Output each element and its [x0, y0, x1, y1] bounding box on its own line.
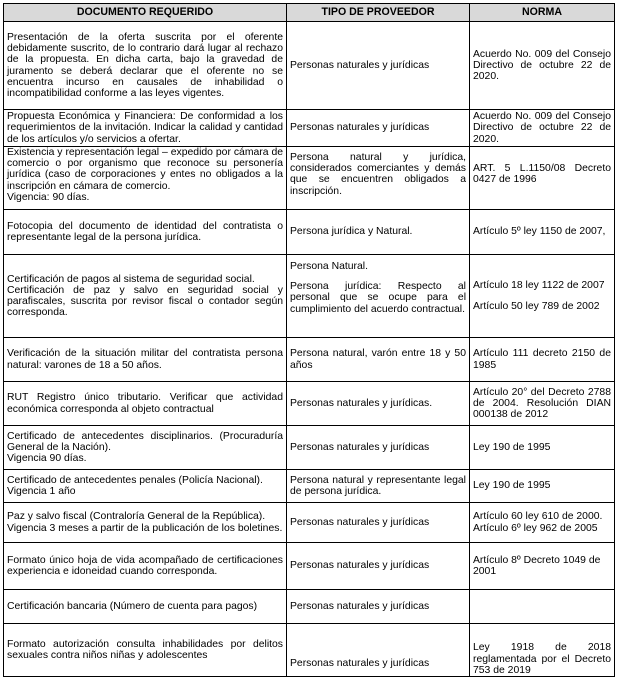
tipo-text-2: Persona jurídica: Respecto al personal que se ocupe para el cumplimiento del acuerdo contractual.: [290, 281, 466, 315]
tipo-cell: [287, 255, 470, 338]
norma-cell: Ley 1918 de 2018 reglamentada por el Decreto 753 de 2019: [470, 624, 615, 677]
documento-text: Certificado de antecedentes disciplinarios. (Procuraduría General de la Nación).: [7, 430, 283, 453]
norma-cell: [470, 255, 615, 338]
documento-cell: Fotocopia del documento de identidad del contratista o representante legal de la persona jurídica.: [4, 210, 287, 255]
table-row: [4, 470, 615, 503]
documento-cell: Formato único hoja de vida acompañado de certificaciones experiencia e idoneidad cuando corresponda.: [4, 543, 287, 590]
tipo-cell: Persona jurídica y Natural.: [287, 210, 470, 255]
documento-text: Certificado de antecedentes penales (Policía Nacional).: [7, 474, 263, 486]
norma-cell: [470, 503, 615, 543]
documento-cell: [4, 426, 287, 470]
table-header-row: [4, 4, 615, 22]
norma-text-2: Artículo 50 ley 789 de 2002: [473, 301, 600, 312]
documento-cell: Propuesta Económica y Financiera: De conformidad a los requerimientos de la invitación. Indicar la calidad y cantidad de los artículos y/o servicios a ofertar.: [4, 110, 287, 147]
tipo-cell: Personas naturales y jurídicas: [287, 426, 470, 470]
norma-cell: Ley 190 de 1995: [470, 470, 615, 503]
tipo-cell: Persona natural y jurídica, considerados comerciantes y demás que se encuentren obligados a inscripción.: [287, 147, 470, 210]
table-row: [4, 338, 615, 382]
norma-cell: Artículo 5º ley 1150 de 2007,: [470, 210, 615, 255]
documento-cell: Presentación de la oferta suscrita por el oferente debidamente suscrito, de lo contrario dará lugar al rechazo de la propuesta. En dicha carta, bajo la gravedad de juramento se deberá declarar que el oferente no se encuentra incurso en causales de inhabilidad o incompatibilidad conforme a las leyes vigentes.: [4, 22, 287, 110]
table-row: [4, 503, 615, 543]
norma-cell: [470, 590, 615, 624]
table-row: [4, 22, 615, 110]
requirements-table: [3, 3, 615, 677]
documento-cell: Verificación de la situación militar del contratista persona natural: varones de 18 a 50 años.: [4, 338, 287, 382]
header-norma: NORMA: [470, 4, 615, 22]
norma-text: Artículo 60 ley 610 de 2000.: [473, 511, 603, 523]
norma-cell: Ley 190 de 1995: [470, 426, 615, 470]
vigencia-text: Vigencia 3 meses a partir de la publicación de los boletines.: [7, 522, 283, 534]
tipo-cell: Personas naturales y jurídicas: [287, 624, 470, 677]
documento-text: Existencia y representación legal – expedido por cámara de comercio o por organismo que reconoce su personería jurídica (caso de corporaciones y entes no obligados a la inscripción en cámara de comercio.: [7, 147, 283, 192]
vigencia-text: Vigencia: 90 días.: [7, 191, 90, 203]
documento-text: Certificación de pagos al sistema de seguridad social.: [7, 273, 255, 285]
documento-cell: Formato autorización consulta inhabilidades por delitos sexuales contra niños niñas y adolescentes: [4, 624, 287, 677]
table-row: [4, 210, 615, 255]
documento-cell: [4, 503, 287, 543]
norma-cell: Acuerdo No. 009 del Consejo Directivo de octubre 22 de 2020.: [470, 22, 615, 110]
table-row: [4, 426, 615, 470]
tipo-cell: Personas naturales y jurídicas.: [287, 382, 470, 426]
tipo-cell: Personas naturales y jurídicas: [287, 503, 470, 543]
header-documento: DOCUMENTO REQUERIDO: [4, 4, 287, 22]
tipo-cell: Persona natural y representante legal de persona jurídica.: [287, 470, 470, 503]
tipo-cell: Persona natural, varón entre 18 y 50 años: [287, 338, 470, 382]
table-row: [4, 624, 615, 677]
tipo-cell: Personas naturales y jurídicas: [287, 543, 470, 590]
norma-cell: Artículo 8º Decreto 1049 de 2001: [470, 543, 615, 590]
table-row: [4, 255, 615, 338]
documento-cell: [4, 470, 287, 503]
norma-cell: Acuerdo No. 009 del Consejo Directivo de octubre 22 de 2020.: [470, 110, 615, 147]
table-row: [4, 147, 615, 210]
tipo-cell: Personas naturales y jurídicas: [287, 590, 470, 624]
documento-cell: [4, 147, 287, 210]
documento-text: Paz y salvo fiscal (Contraloría General de la República).: [7, 511, 266, 523]
header-tipo: TIPO DE PROVEEDOR: [287, 4, 470, 22]
tipo-text: Persona Natural.: [290, 261, 368, 272]
vigencia-text: Vigencia 90 días.: [7, 453, 87, 465]
vigencia-text: Vigencia 1 año: [7, 486, 76, 497]
documento-cell: Certificación bancaria (Número de cuenta para pagos): [4, 590, 287, 624]
norma-text: Artículo 18 ley 1122 de 2007: [473, 279, 605, 291]
tipo-cell: Personas naturales y jurídicas: [287, 110, 470, 147]
table-row: [4, 110, 615, 147]
norma-cell: Artículo 20° del Decreto 2788 de 2004. Resolución DIAN 000138 de 2012: [470, 382, 615, 426]
norma-cell: Artículo 111 decreto 2150 de 1985: [470, 338, 615, 382]
table-row: [4, 382, 615, 426]
tipo-cell: Personas naturales y jurídicas: [287, 22, 470, 110]
table-row: [4, 590, 615, 624]
norma-cell: ART. 5 L.1150/08 Decreto 0427 de 1996: [470, 147, 615, 210]
documento-text-2: Certificación de paz y salvo en seguridad social y parafiscales, suscrita por revisor fiscal o contador según corresponda.: [7, 284, 283, 319]
documento-cell: RUT Registro único tributario. Verificar que actividad económica corresponda al objeto contractual: [4, 382, 287, 426]
documento-cell: [4, 255, 287, 338]
norma-text-2: Artículo 6º ley 962 de 2005: [473, 522, 598, 534]
table-row: [4, 543, 615, 590]
